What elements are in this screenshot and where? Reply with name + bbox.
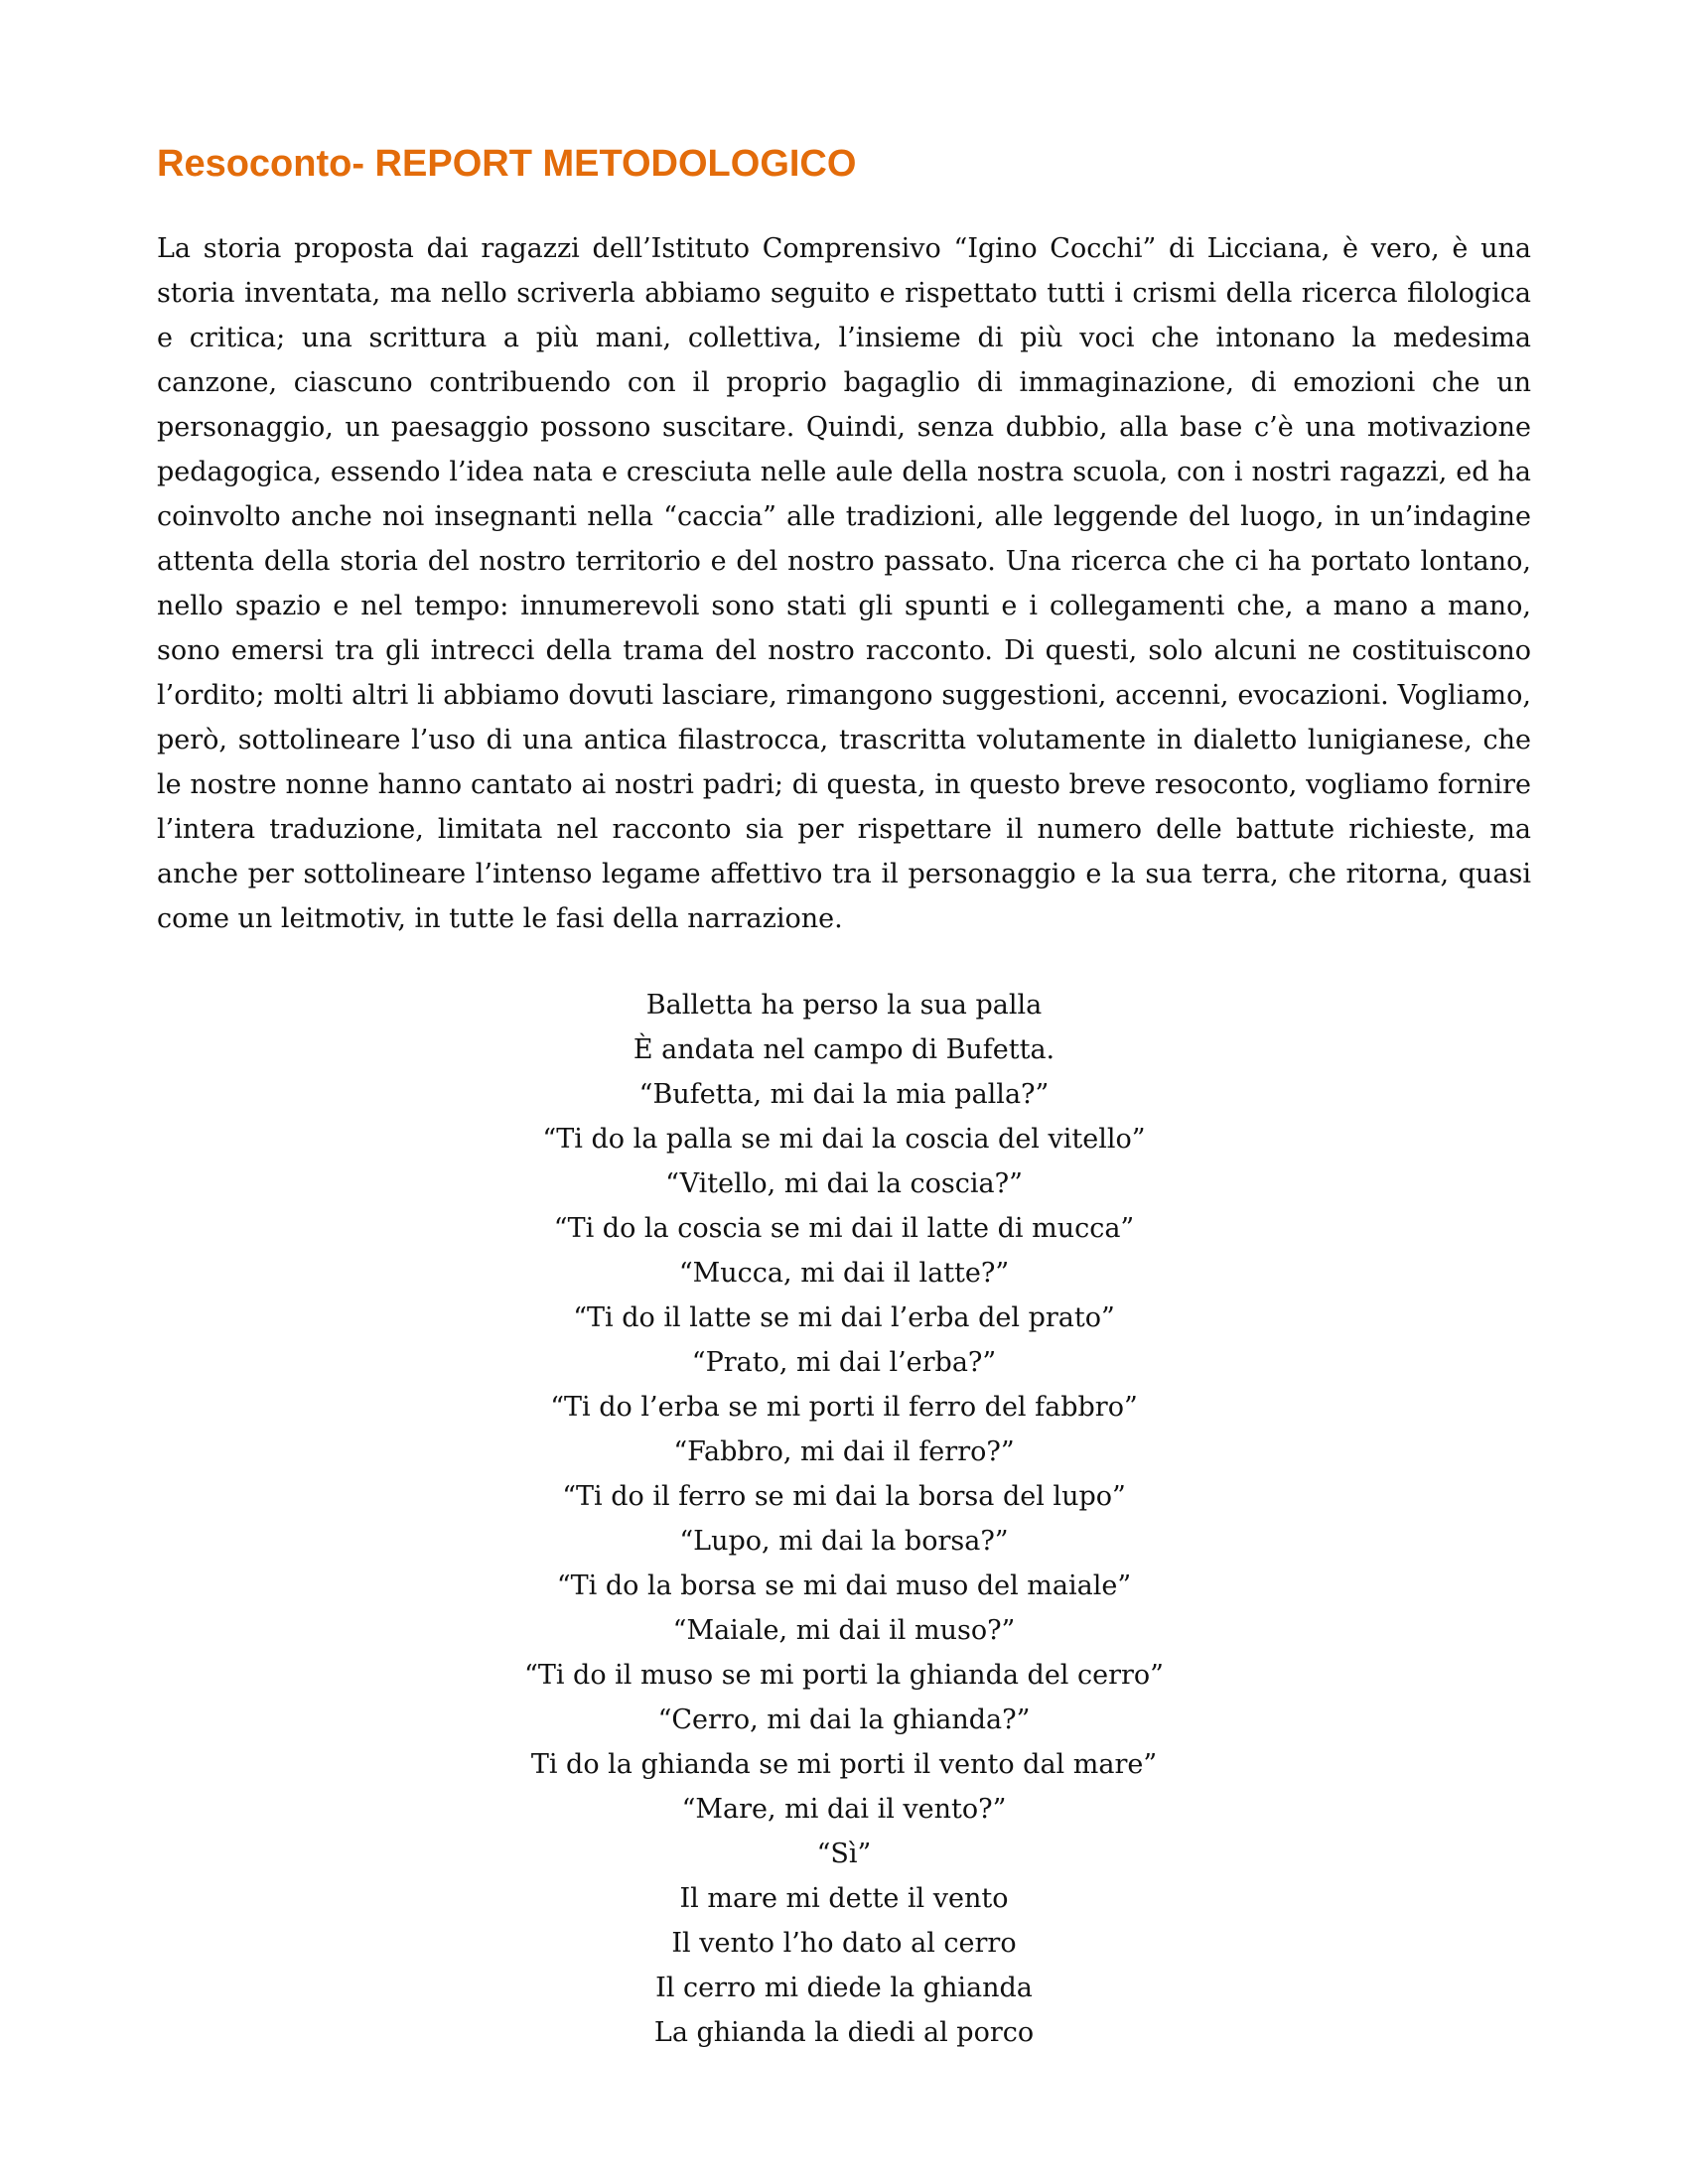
poem-line: Ti do la ghianda se mi porti il vento dal mare”: [530, 1749, 1158, 1780]
poem-line: È andata nel campo di Bufetta.: [633, 1034, 1055, 1065]
poem-line: “Maiale, mi dai il muso?”: [672, 1615, 1016, 1646]
document-title: Resoconto- REPORT METODOLOGICO: [157, 143, 857, 185]
poem-line: Il cerro mi diede la ghianda: [655, 1973, 1033, 2003]
poem-line: “Lupo, mi dai la borsa?”: [679, 1526, 1009, 1557]
poem-line: “Sì”: [816, 1839, 872, 1869]
poem-line: Il vento l’ho dato al cerro: [671, 1928, 1017, 1959]
report-paragraph: La storia proposta dai ragazzi dell’Istituto Comprensivo “Igino Cocchi” di Licciana, è vero, è una storia inventata, ma nello scriverla abbiamo seguito e rispettato tutti i crismi della ricerca filologica e critica; una scrittura a più mani, collettiva, l’insieme di più voci che intonano la medesima canzone, ciascuno contribuendo con il proprio bagaglio di immaginazione, di emozioni che un personaggio, un paesaggio possono suscitare. Quindi, senza dubbio, alla base c’è una motivazione pedagogica, essendo l’idea nata e cresciuta nelle aule della nostra scuola, con i nostri ragazzi, ed ha coinvolto anche noi insegnanti nella “caccia” alle tradizioni, alle leggende del luogo, in un’indagine attenta della storia del nostro territorio e del nostro passato. Una ricerca che ci ha portato lontano, nello spazio e nel tempo: innumerevoli sono stati gli spunti e i collegamenti che, a mano a mano, sono emersi tra gli intrecci della trama del nostro racconto. Di questi, solo alcuni ne costituiscono l’ordito; molti altri li abbiamo dovuti lasciare, rimangono suggestioni, accenni, evocazioni. Vogliamo, però, sottolineare l’uso di una antica filastrocca, trascritta volutamente in dialetto lunigianese, che le nostre nonne hanno cantato ai nostri padri; di questa, in questo breve resoconto, vogliamo fornire l’intera traduzione, limitata nel racconto sia per rispettare il numero delle battute richieste, ma anche per sottolineare l’intenso legame affettivo tra il personaggio e la sua terra, che ritorna, quasi come un leitmotiv, in tutte le fasi della narrazione.: [157, 233, 1531, 934]
nursery-rhyme: [157, 983, 1531, 2055]
poem-line: “Prato, mi dai l’erba?”: [691, 1347, 997, 1378]
poem-line: “Cerro, mi dai la ghianda?”: [657, 1705, 1031, 1735]
poem-line: “Ti do l’erba se mi porti il ferro del fabbro”: [550, 1392, 1138, 1423]
poem-line: Il mare mi dette il vento: [679, 1883, 1009, 1914]
poem-line: Balletta ha perso la sua palla: [645, 990, 1043, 1021]
poem-line: “Ti do il muso se mi porti la ghianda del cerro”: [524, 1660, 1164, 1691]
poem-line: “Ti do la palla se mi dai la coscia del vitello”: [542, 1124, 1146, 1155]
poem-line: “Mare, mi dai il vento?”: [681, 1794, 1007, 1825]
poem-line: “Ti do il latte se mi dai l’erba del prato”: [573, 1302, 1115, 1333]
poem-line: “Bufetta, mi dai la mia palla?”: [638, 1079, 1050, 1110]
poem-line: “Vitello, mi dai la coscia?”: [665, 1168, 1023, 1199]
poem-line: “Fabbro, mi dai il ferro?”: [673, 1436, 1015, 1467]
poem-line: La ghianda la diedi al porco: [653, 2017, 1035, 2048]
poem-line: “Ti do la borsa se mi dai muso del maiale”: [556, 1570, 1132, 1601]
poem-line: “Ti do il ferro se mi dai la borsa del lupo”: [562, 1481, 1126, 1512]
poem-line: “Mucca, mi dai il latte?”: [678, 1258, 1010, 1289]
poem-line: “Ti do la coscia se mi dai il latte di mucca”: [553, 1213, 1135, 1244]
